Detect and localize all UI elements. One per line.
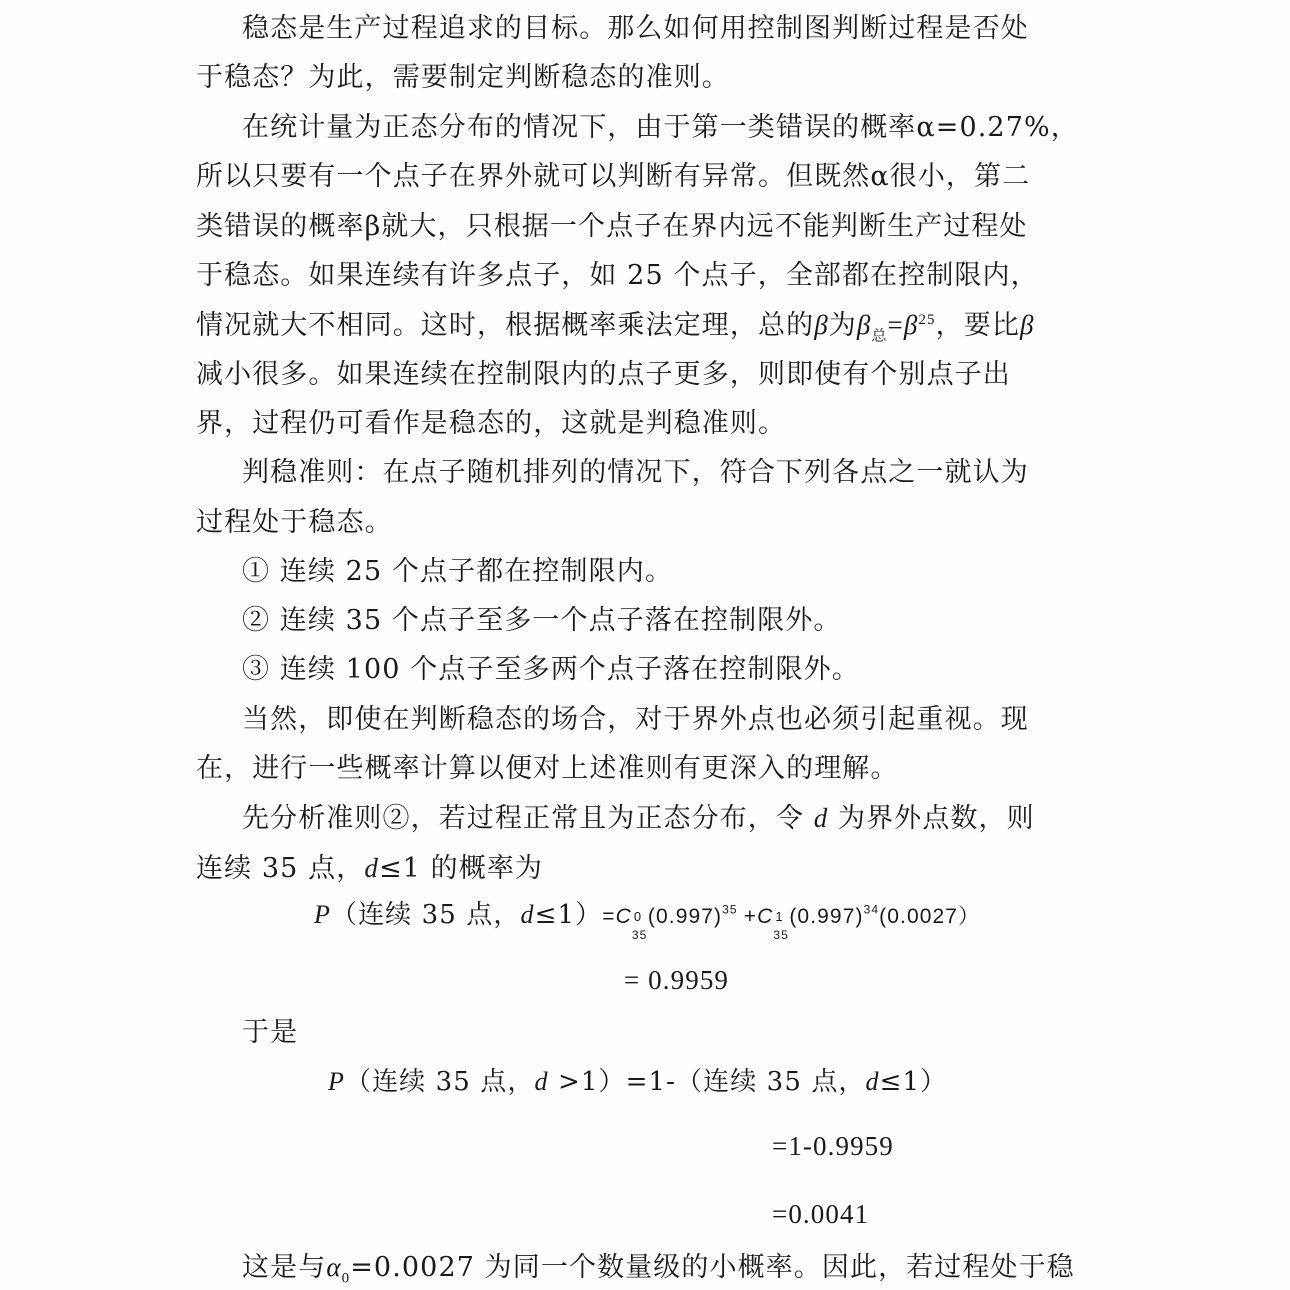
criterion-text: 连续 100 个点子至多两个点子落在控制限外。 [279, 654, 860, 685]
text-line: 稳态是生产过程追求的目标。那么如何用控制图判断过程是否处 [242, 13, 1029, 44]
subscript: 0 [341, 1270, 351, 1287]
formula-binomial [314, 898, 981, 942]
comb-top: 1 [775, 909, 784, 924]
text-segment: ≤1） [879, 1067, 948, 1097]
term: (0.997) [789, 905, 864, 928]
criterion-item [242, 604, 842, 638]
beta-symbol: β [856, 310, 872, 340]
text-line: 于是 [242, 1017, 299, 1048]
text-segment: 为 [828, 310, 857, 341]
text-line: 所以只要有一个点子在界外就可以判断有异常。但既然α很小，第二 [196, 161, 1031, 192]
equals-sign: = [887, 310, 904, 340]
text-segment: 这是与 [242, 1252, 327, 1283]
probability-symbol: P [328, 1067, 345, 1096]
equals-sign: = [602, 905, 616, 928]
superscript: 34 [863, 902, 880, 917]
plus-sign: + [743, 905, 758, 928]
text-segment: 连续 35 点， [196, 853, 365, 884]
text-segment: （连续 35 点， [344, 1067, 535, 1097]
formula-complement [328, 1065, 947, 1099]
criterion-text: 连续 35 个点子至多一个点子落在控制限外。 [279, 605, 842, 636]
text-line: 当然，即使在判断稳态的场合，对于界外点也必须引起重视。现 [242, 704, 1029, 735]
criterion-item [242, 555, 673, 589]
text-segment: ，要比 [935, 310, 1020, 341]
circled-number: ③ [242, 654, 271, 685]
text-segment: 情况就大不相同。这时，根据概率乘法定理，总的 [196, 310, 815, 341]
variable-d: d [520, 900, 535, 929]
text-line: 判稳准则：在点子随机排列的情况下，符合下列各点之一就认为 [242, 457, 1029, 488]
text-line: 于稳态。如果连续有许多点子，如 25 个点子，全部都在控制限内， [196, 260, 1039, 291]
text-line [196, 851, 543, 886]
combination-symbol: C [615, 905, 632, 928]
text-line: 界，过程仍可看作是稳态的，这就是判稳准则。 [196, 408, 787, 439]
superscript: 35 [722, 902, 738, 917]
superscript: 25 [918, 312, 936, 328]
text-line [242, 1250, 1075, 1285]
variable-d: d [865, 1067, 880, 1096]
text-segment: >1）=1-（连续 35 点， [548, 1067, 866, 1097]
text-segment: 为界外点数，则 [828, 803, 1035, 834]
term: (0.0027） [879, 905, 981, 928]
text-line [242, 801, 1035, 836]
beta-symbol: β [814, 310, 829, 340]
text-line: 类错误的概率β就大，只根据一个点子在界内远不能判断生产过程处 [196, 211, 1028, 242]
text-line: 在，进行一些概率计算以便对上述准则有更深入的理解。 [196, 753, 899, 784]
subscript: 总 [871, 326, 888, 345]
beta-symbol: β [1019, 310, 1035, 340]
combination-symbol: C [757, 905, 774, 928]
combination-indices [773, 906, 789, 942]
circled-number: ② [242, 605, 271, 636]
text-line: 过程处于稳态。 [196, 507, 393, 538]
variable-d: d [813, 803, 829, 833]
variable-d: d [364, 853, 379, 883]
text-line: 于稳态？为此，需要制定判断稳态的准则。 [196, 62, 730, 93]
text-segment: ≤1 的概率为 [378, 853, 544, 884]
variable-d: d [534, 1067, 549, 1096]
combination-indices [631, 906, 648, 942]
probability-symbol: P [314, 900, 331, 929]
text-segment: （连续 35 点， [330, 900, 521, 930]
formula-result: =0.0041 [772, 1199, 870, 1229]
term: (0.997) [647, 905, 723, 928]
beta-symbol: β [903, 310, 919, 340]
formula-result: = 0.9959 [624, 965, 730, 995]
alpha-symbol: α [326, 1252, 342, 1282]
criterion-item [242, 653, 860, 687]
comb-top: 0 [633, 909, 643, 924]
text-line: 减小很多。如果连续在控制限内的点子更多，则即使有个别点子出 [196, 359, 1011, 390]
text-segment: =0.0027 为同一个数量级的小概率。因此，若过程处于稳 [350, 1252, 1075, 1283]
comb-bottom: 35 [631, 928, 648, 942]
text-line: 在统计量为正态分布的情况下，由于第一类错误的概率α=0.27%， [242, 112, 1079, 143]
text-segment: 先分析准则②，若过程正常且为正态分布，令 [242, 803, 814, 834]
comb-bottom: 35 [773, 928, 789, 942]
circled-number: ① [242, 556, 271, 587]
text-segment: ≤1） [534, 900, 603, 930]
criterion-text: 连续 25 个点子都在控制限内。 [279, 556, 673, 587]
formula-result: =1-0.9959 [772, 1131, 894, 1161]
text-line-beta [196, 308, 1035, 343]
